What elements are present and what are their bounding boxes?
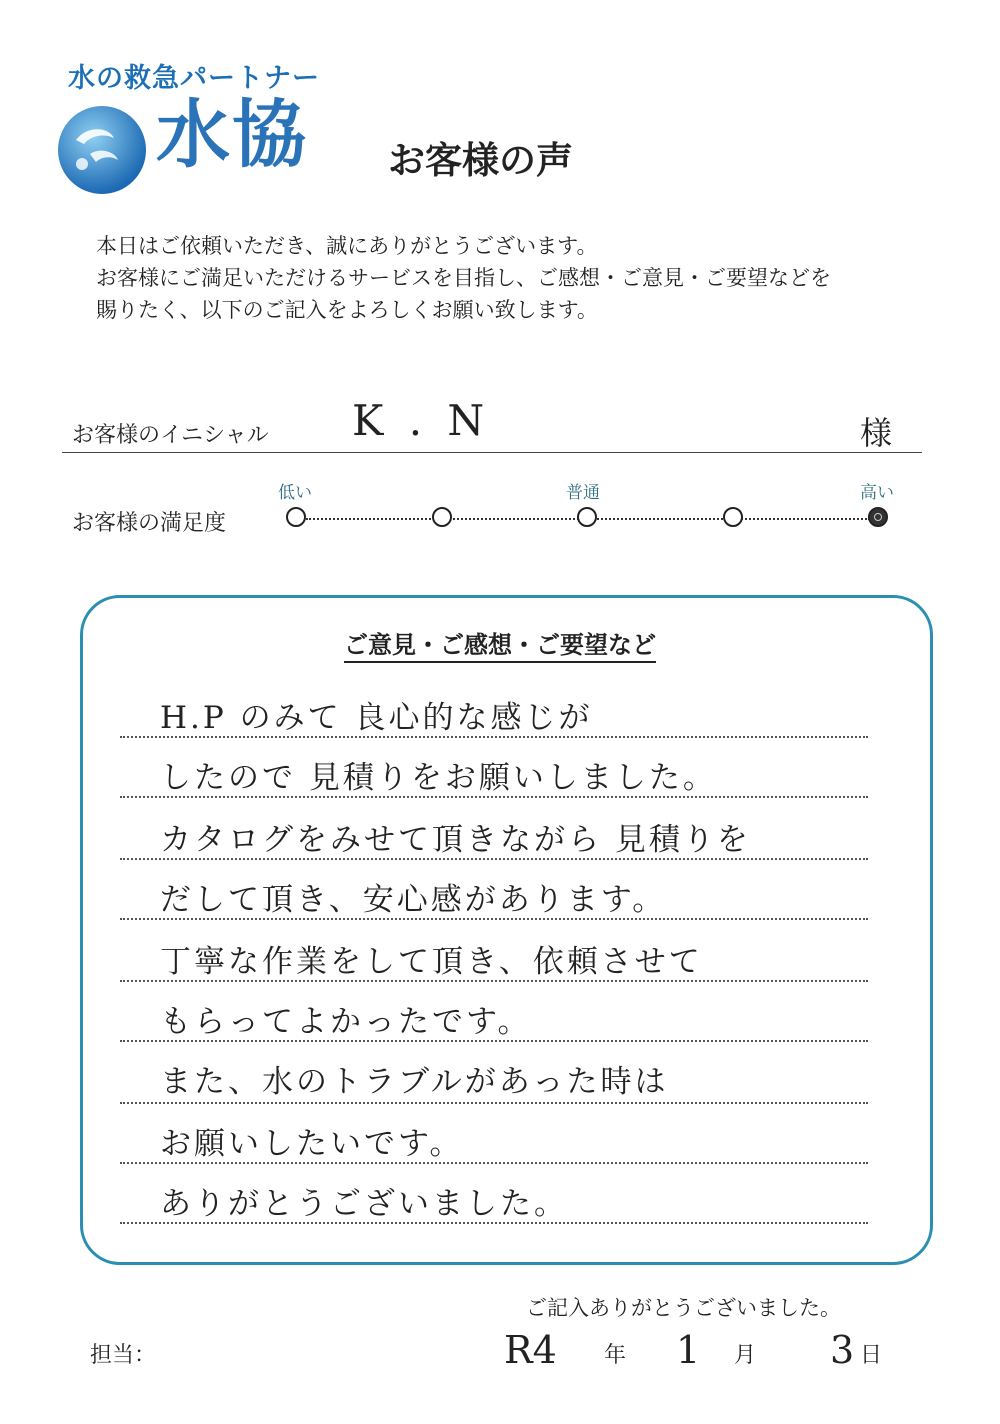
date-year: R4 (504, 1328, 557, 1372)
satisfaction-option-4[interactable] (723, 507, 743, 527)
date-month-unit: 月 (734, 1343, 757, 1368)
comment-line: だして頂き、安心感があります。 (160, 882, 667, 918)
writing-line (120, 1162, 868, 1164)
writing-line (120, 796, 868, 798)
honorific-suffix: 様 (860, 414, 893, 452)
writing-line (120, 918, 868, 920)
satisfaction-option-3[interactable] (577, 507, 597, 527)
tagline: 水の救急パートナー (68, 63, 320, 94)
date-day: 3 (830, 1328, 855, 1372)
date-day-unit: 日 (860, 1343, 883, 1368)
writing-line (120, 1102, 868, 1104)
brand-name: 水協 (156, 92, 308, 178)
staff-label: 担当： (90, 1343, 157, 1368)
date-year-unit: 年 (604, 1343, 627, 1368)
intro-line: 賜りたく、以下のご記入をよろしくお願い致します。 (96, 298, 598, 322)
comment-heading (0, 625, 1000, 660)
comment-line: 丁寧な作業をして頂き、依頼させて (160, 944, 703, 980)
satisfaction-option-1[interactable] (286, 507, 306, 527)
satisfaction-option-5-selected[interactable] (868, 507, 888, 527)
comment-line: カタログをみせて頂きながら 見積りを (160, 822, 751, 858)
writing-line (120, 1222, 868, 1224)
initial-underline (62, 452, 922, 453)
writing-line (120, 1040, 868, 1042)
intro-line: お客様にご満足いただけるサービスを目指し、ご感想・ご意見・ご要望などを (96, 266, 831, 290)
writing-line (120, 736, 868, 738)
comment-line: もらってよかったです。 (160, 1004, 532, 1040)
satisfaction-label: お客様の満足度 (72, 511, 227, 536)
comment-line: ありがとうございました。 (160, 1186, 568, 1222)
scale-low-label: 低い (278, 483, 312, 503)
scale-high-label: 高い (860, 483, 894, 503)
water-drop-logo-icon (56, 104, 148, 196)
scale-mid-label: 普通 (566, 483, 600, 503)
thanks-message: ご記入ありがとうございました。 (526, 1296, 841, 1320)
initial-label: お客様のイニシャル (72, 423, 269, 448)
comment-line: お願いしたいです。 (160, 1126, 464, 1162)
date-month: 1 (676, 1328, 701, 1372)
comment-line: したので 見積りをお願いしました。 (160, 760, 717, 796)
writing-line (120, 980, 868, 982)
initial-value: K . N (352, 396, 491, 445)
comment-heading-text: ご意見・ご感想・ご要望など (344, 631, 656, 663)
comment-line: H.P のみて 良心的な感じが (160, 700, 593, 736)
intro-text (96, 230, 831, 326)
satisfaction-option-2[interactable] (432, 507, 452, 527)
page-title: お客様の声 (388, 139, 573, 182)
comment-line: また、水のトラブルがあった時は (160, 1064, 669, 1100)
intro-line: 本日はご依頼いただき、誠にありがとうございます。 (96, 234, 598, 258)
writing-line (120, 858, 868, 860)
